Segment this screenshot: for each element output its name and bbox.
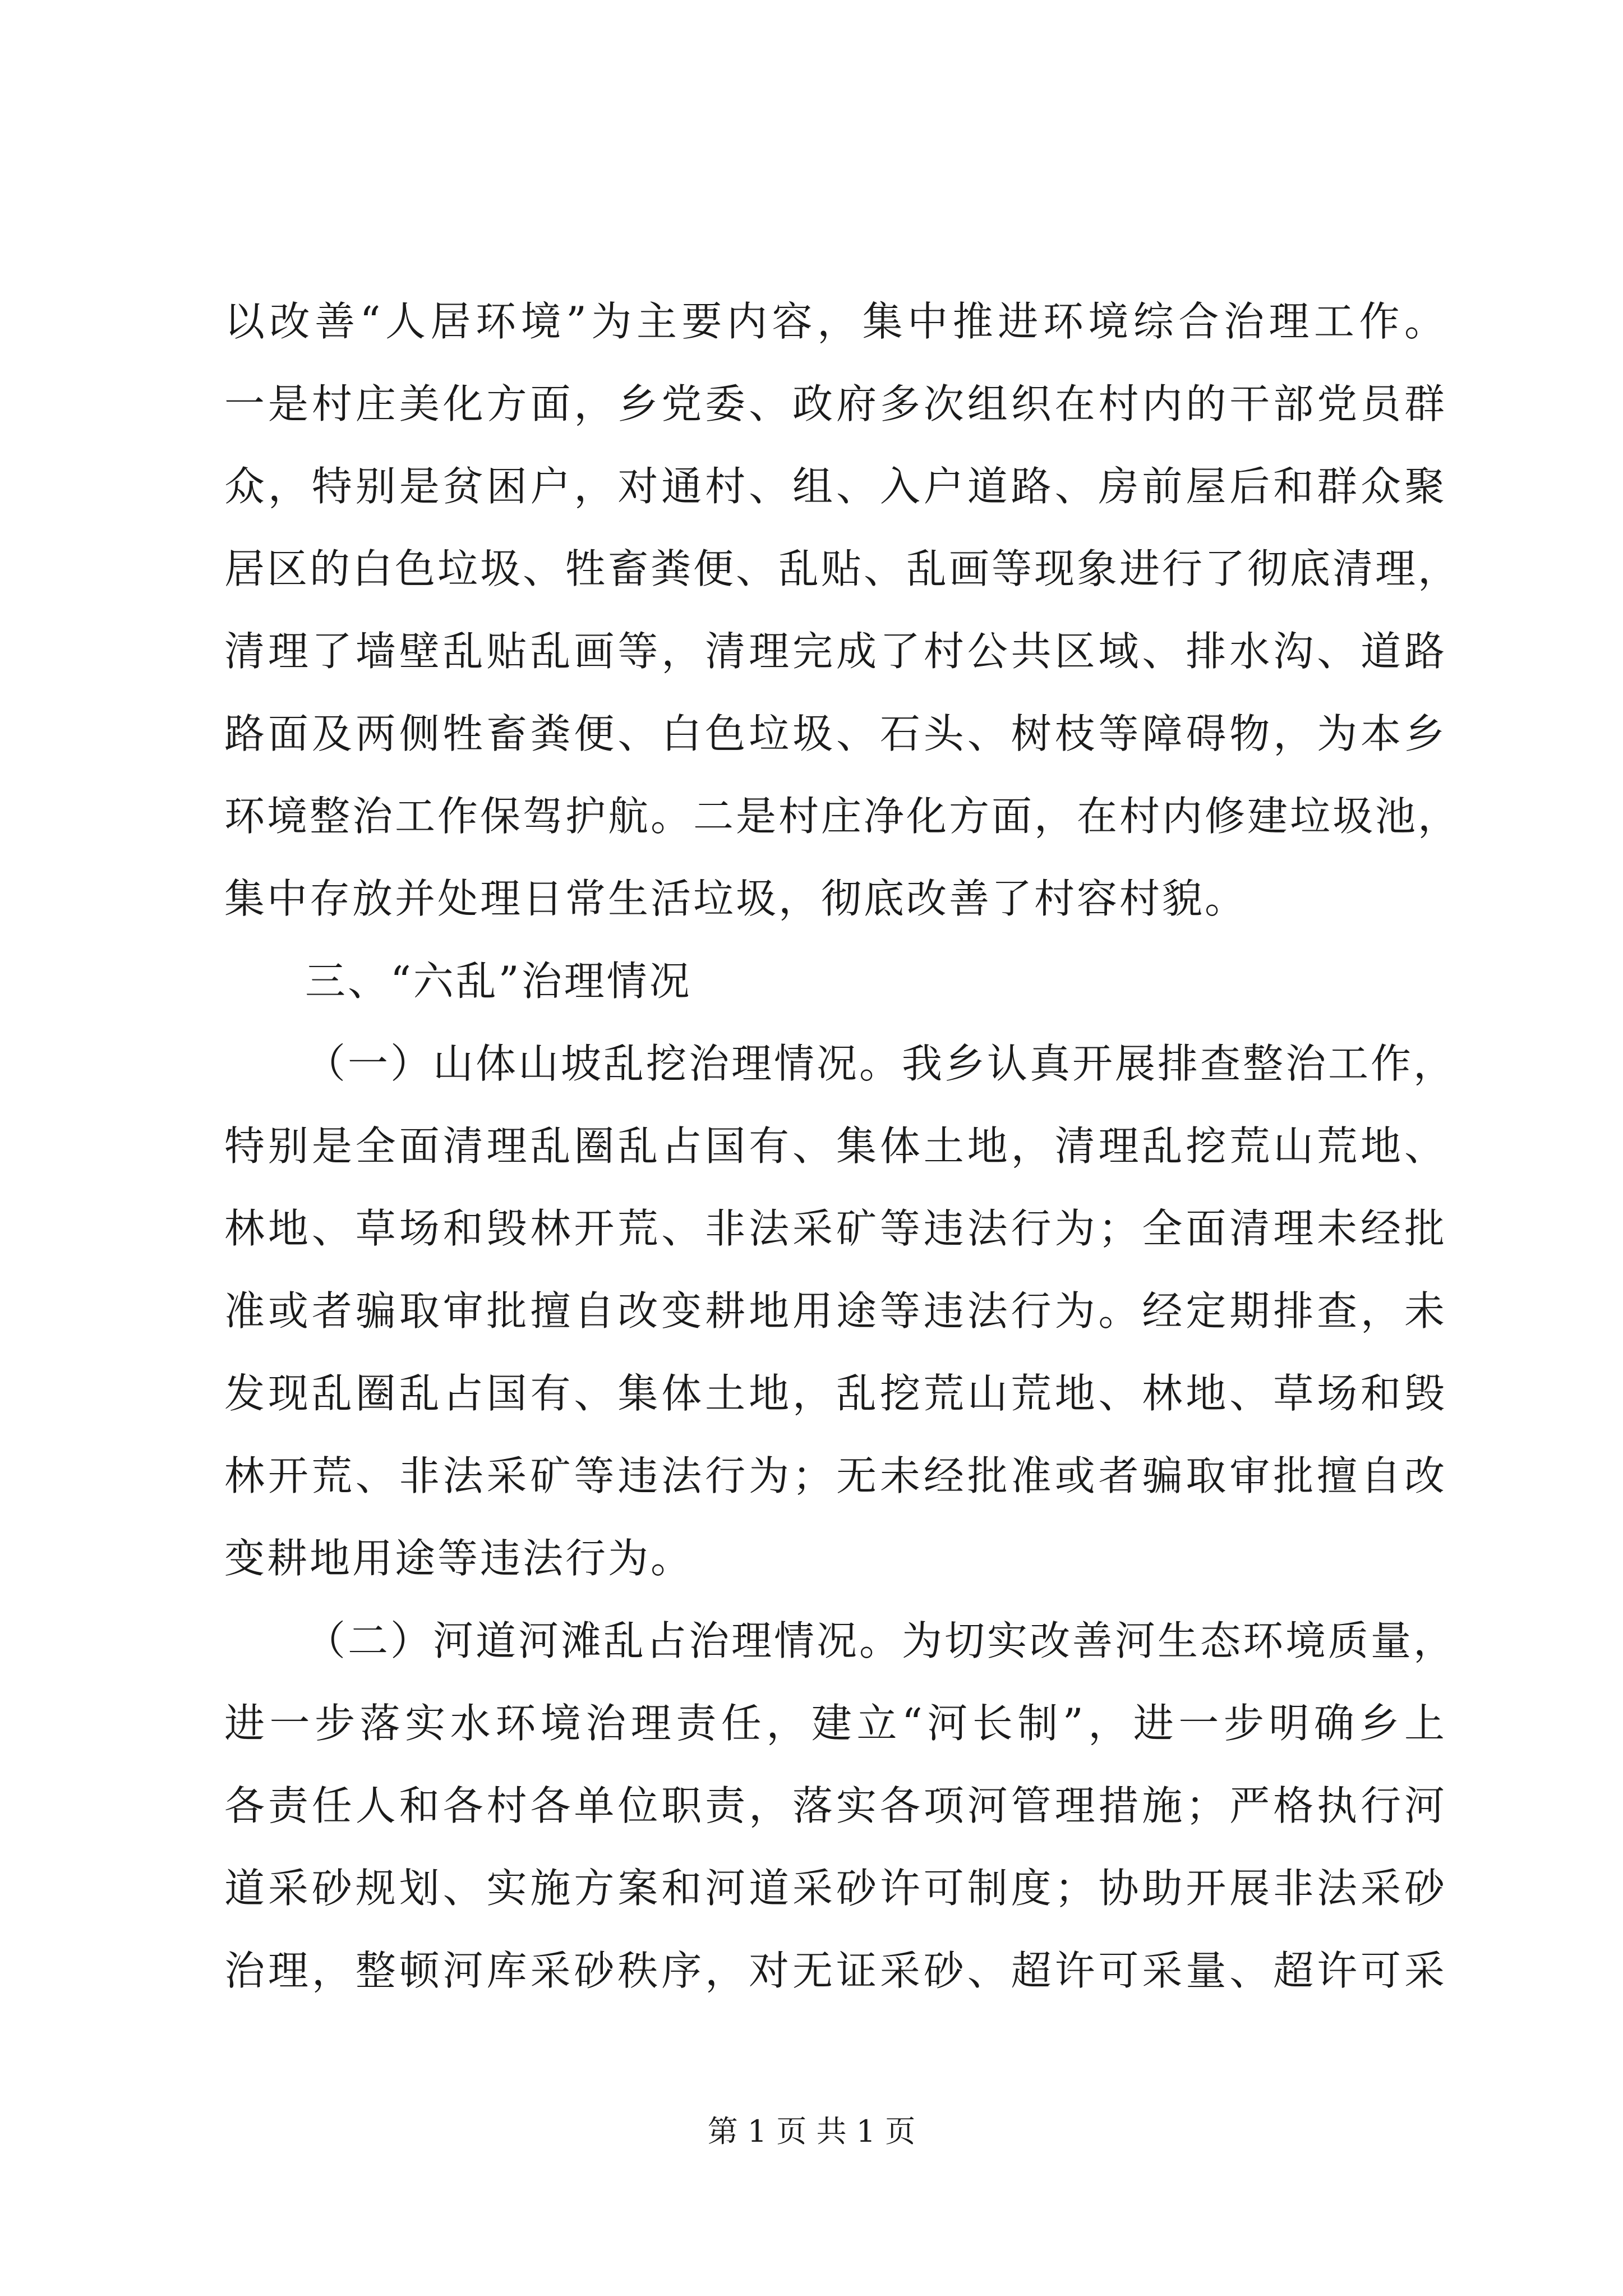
text-line: 各责任人和各村各单位职责，落实各项河管理措施；严格执行河 [224,1782,1447,1829]
text-line: 治理，整顿河库采砂秩序，对无证采砂、超许可采量、超许可采 [224,1947,1447,1994]
text-line: 林地、草场和毁林开荒、非法采矿等违法行为；全面清理未经批 [224,1205,1447,1252]
text-line: 三、“六乱”治理情况 [305,958,692,1005]
text-line: 一是村庄美化方面，乡党委、政府多次组织在村内的干部党员群 [224,380,1447,427]
text-line: 发现乱圈乱占国有、集体土地，乱挖荒山荒地、林地、草场和毁 [224,1370,1447,1417]
text-line: 环境整治工作保驾护航。二是村庄净化方面，在村内修建垃圾池， [224,793,1461,840]
text-line: 进一步落实水环境治理责任，建立“河长制”，进一步明确乡上 [224,1700,1447,1747]
text-line: 居区的白色垃圾、牲畜粪便、乱贴、乱画等现象进行了彻底清理， [224,545,1461,592]
text-line: 变耕地用途等违法行为。 [224,1535,694,1582]
text-line: 集中存放并处理日常生活垃圾，彻底改善了村容村貌。 [224,875,1248,922]
page-footer: 第 1 页 共 1 页 [707,2114,916,2149]
body-text [224,280,1461,2012]
text-line: 道采砂规划、实施方案和河道采砂许可制度；协助开展非法采砂 [224,1865,1447,1912]
text-line: 以改善“人居环境”为主要内容，集中推进环境综合治理工作。 [224,298,1447,345]
text-line: 特别是全面清理乱圈乱占国有、集体土地，清理乱挖荒山荒地、 [224,1122,1447,1170]
text-line: 准或者骗取审批擅自改变耕地用途等违法行为。经定期排查，未 [224,1287,1447,1335]
text-line: 路面及两侧牲畜粪便、白色垃圾、石头、树枝等障碍物，为本乡 [224,710,1447,757]
text-line: 众，特别是贫困户，对通村、组、入户道路、房前屋后和群众聚 [224,463,1447,510]
text-line: 清理了墙壁乱贴乱画等，清理完成了村公共区域、排水沟、道路 [224,628,1447,675]
text-line: 林开荒、非法采矿等违法行为；无未经批准或者骗取审批擅自改 [224,1452,1447,1499]
text-line: （一）山体山坡乱挖治理情况。我乡认真开展排查整治工作， [305,1040,1456,1087]
text-line: （二）河道河滩乱占治理情况。为切实改善河生态环境质量， [305,1617,1456,1664]
